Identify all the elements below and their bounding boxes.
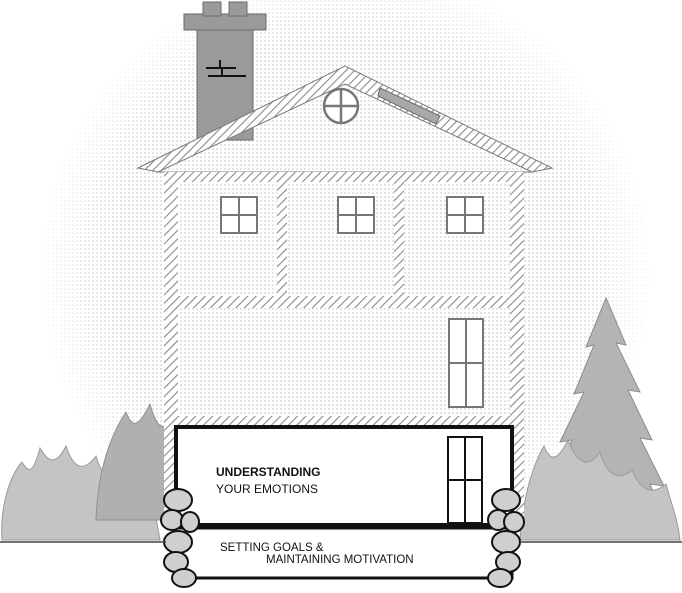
stone-pillar-right: [488, 489, 524, 587]
ground-floor-subtitle: YOUR EMOTIONS: [216, 482, 319, 496]
attic-window: [324, 89, 358, 123]
foundation-label-line1: SETTING GOALS &: [220, 542, 324, 554]
middle-window: [449, 319, 483, 407]
ground-floor-title: UNDERSTANDING: [216, 465, 321, 479]
bush-right: [520, 440, 680, 540]
foundation-label-line2: MAINTAINING MOTIVATION: [266, 554, 414, 566]
